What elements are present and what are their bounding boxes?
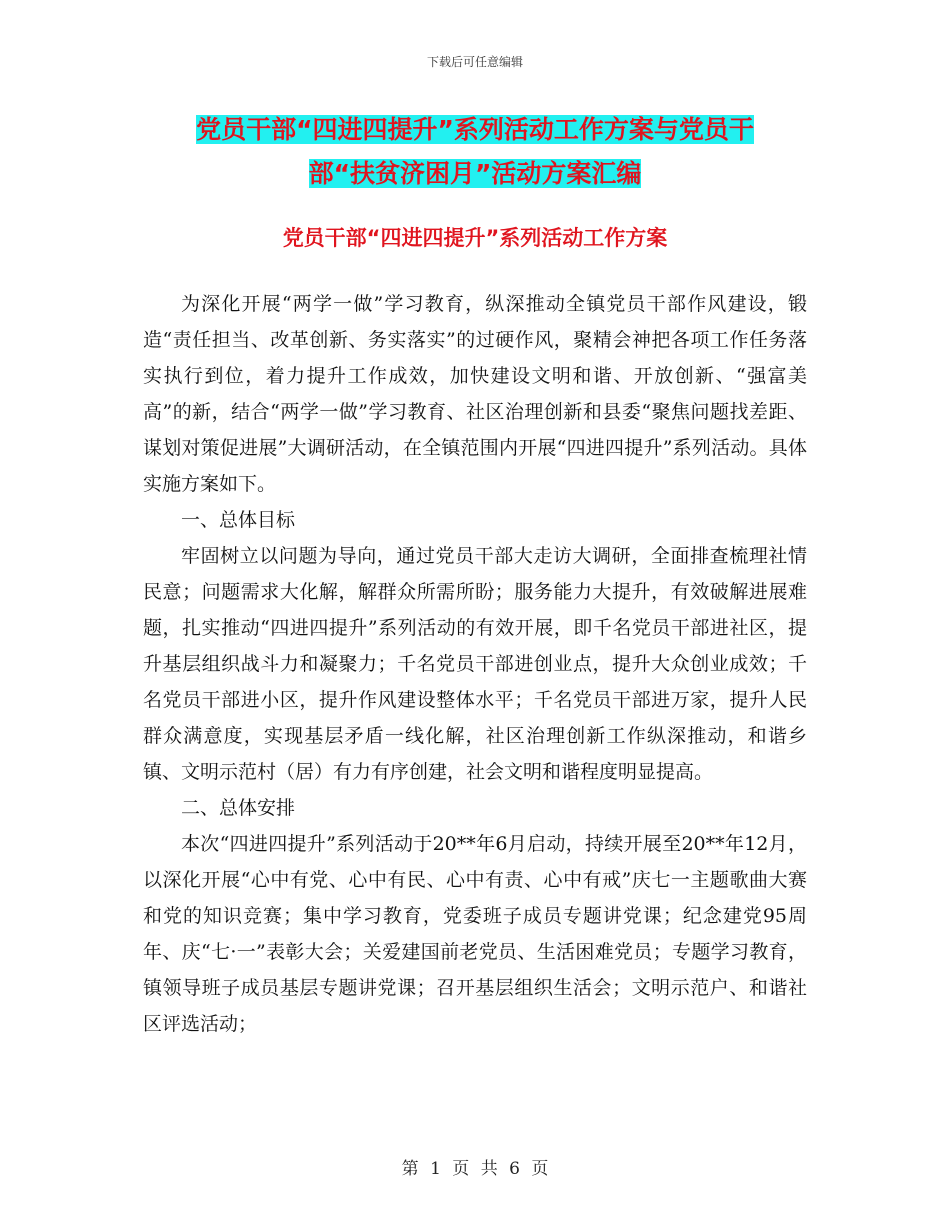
section-title: 党员干部“四进四提升”系列活动工作方案 xyxy=(282,226,668,250)
body-paragraph: 为深化开展“两学一做”学习教育，纵深推动全镇党员干部作风建设，锻造“责任担当、改革创新、务实落实”的过硬作风，聚精会神把各项工作任务落实执行到位，着力提升工作成效，加快建设文明和谐、开放创新、“强富美高”的新，结合“两学一做”学习教育、社区治理创新和县委“聚焦问题找差距、谋划对策促进展”大调研活动，在全镇范围内开展“四进四提升”系列活动。具体实施方案如下。 xyxy=(143,293,807,495)
section-heading-overall-goal: 一、总体目标 xyxy=(181,509,296,531)
document-body xyxy=(143,286,807,1042)
body-paragraph: 本次“四进四提升”系列活动于20**年6月启动，持续开展至20**年12月，以深化开展“心中有党、心中有民、心中有责、心中有戒”庆七一主题歌曲大赛和党的知识竞赛；集中学习教育，党委班子成员专题讲党课；纪念建党95周年、庆“七·一”表彰大会；关爱建国前老党员、生活困难党员；专题学习教育，镇领导班子成员基层专题讲党课；召开基层组织生活会；文明示范户、和谐社区评选活动； xyxy=(143,833,807,1035)
document-title-line-1: 党员干部“四进四提升”系列活动工作方案与党员干 xyxy=(196,115,754,144)
section-heading-overall-arrangement: 二、总体安排 xyxy=(181,797,296,819)
document-title-line-2: 部“扶贫济困月”活动方案汇编 xyxy=(308,159,642,188)
body-paragraph: 牢固树立以问题为导向，通过党员干部大走访大调研，全面排查梳理社情民意；问题需求大化解，解群众所需所盼；服务能力大提升，有效破解进展难题，扎实推动“四进四提升”系列活动的有效开展，即千名党员干部进社区，提升基层组织战斗力和凝聚力；千名党员干部进创业点，提升大众创业成效；千名党员干部进小区，提升作风建设整体水平；千名党员干部进万家，提升人民群众满意度，实现基层矛盾一线化解，社区治理创新工作纵深推动，和谐乡镇、文明示范村（居）有力有序创建，社会文明和谐程度明显提高。 xyxy=(143,545,807,783)
page-footer: 第 1 页 共 6 页 xyxy=(401,1159,549,1179)
document-title xyxy=(120,108,830,196)
header-note: 下载后可任意编辑 xyxy=(426,55,523,69)
